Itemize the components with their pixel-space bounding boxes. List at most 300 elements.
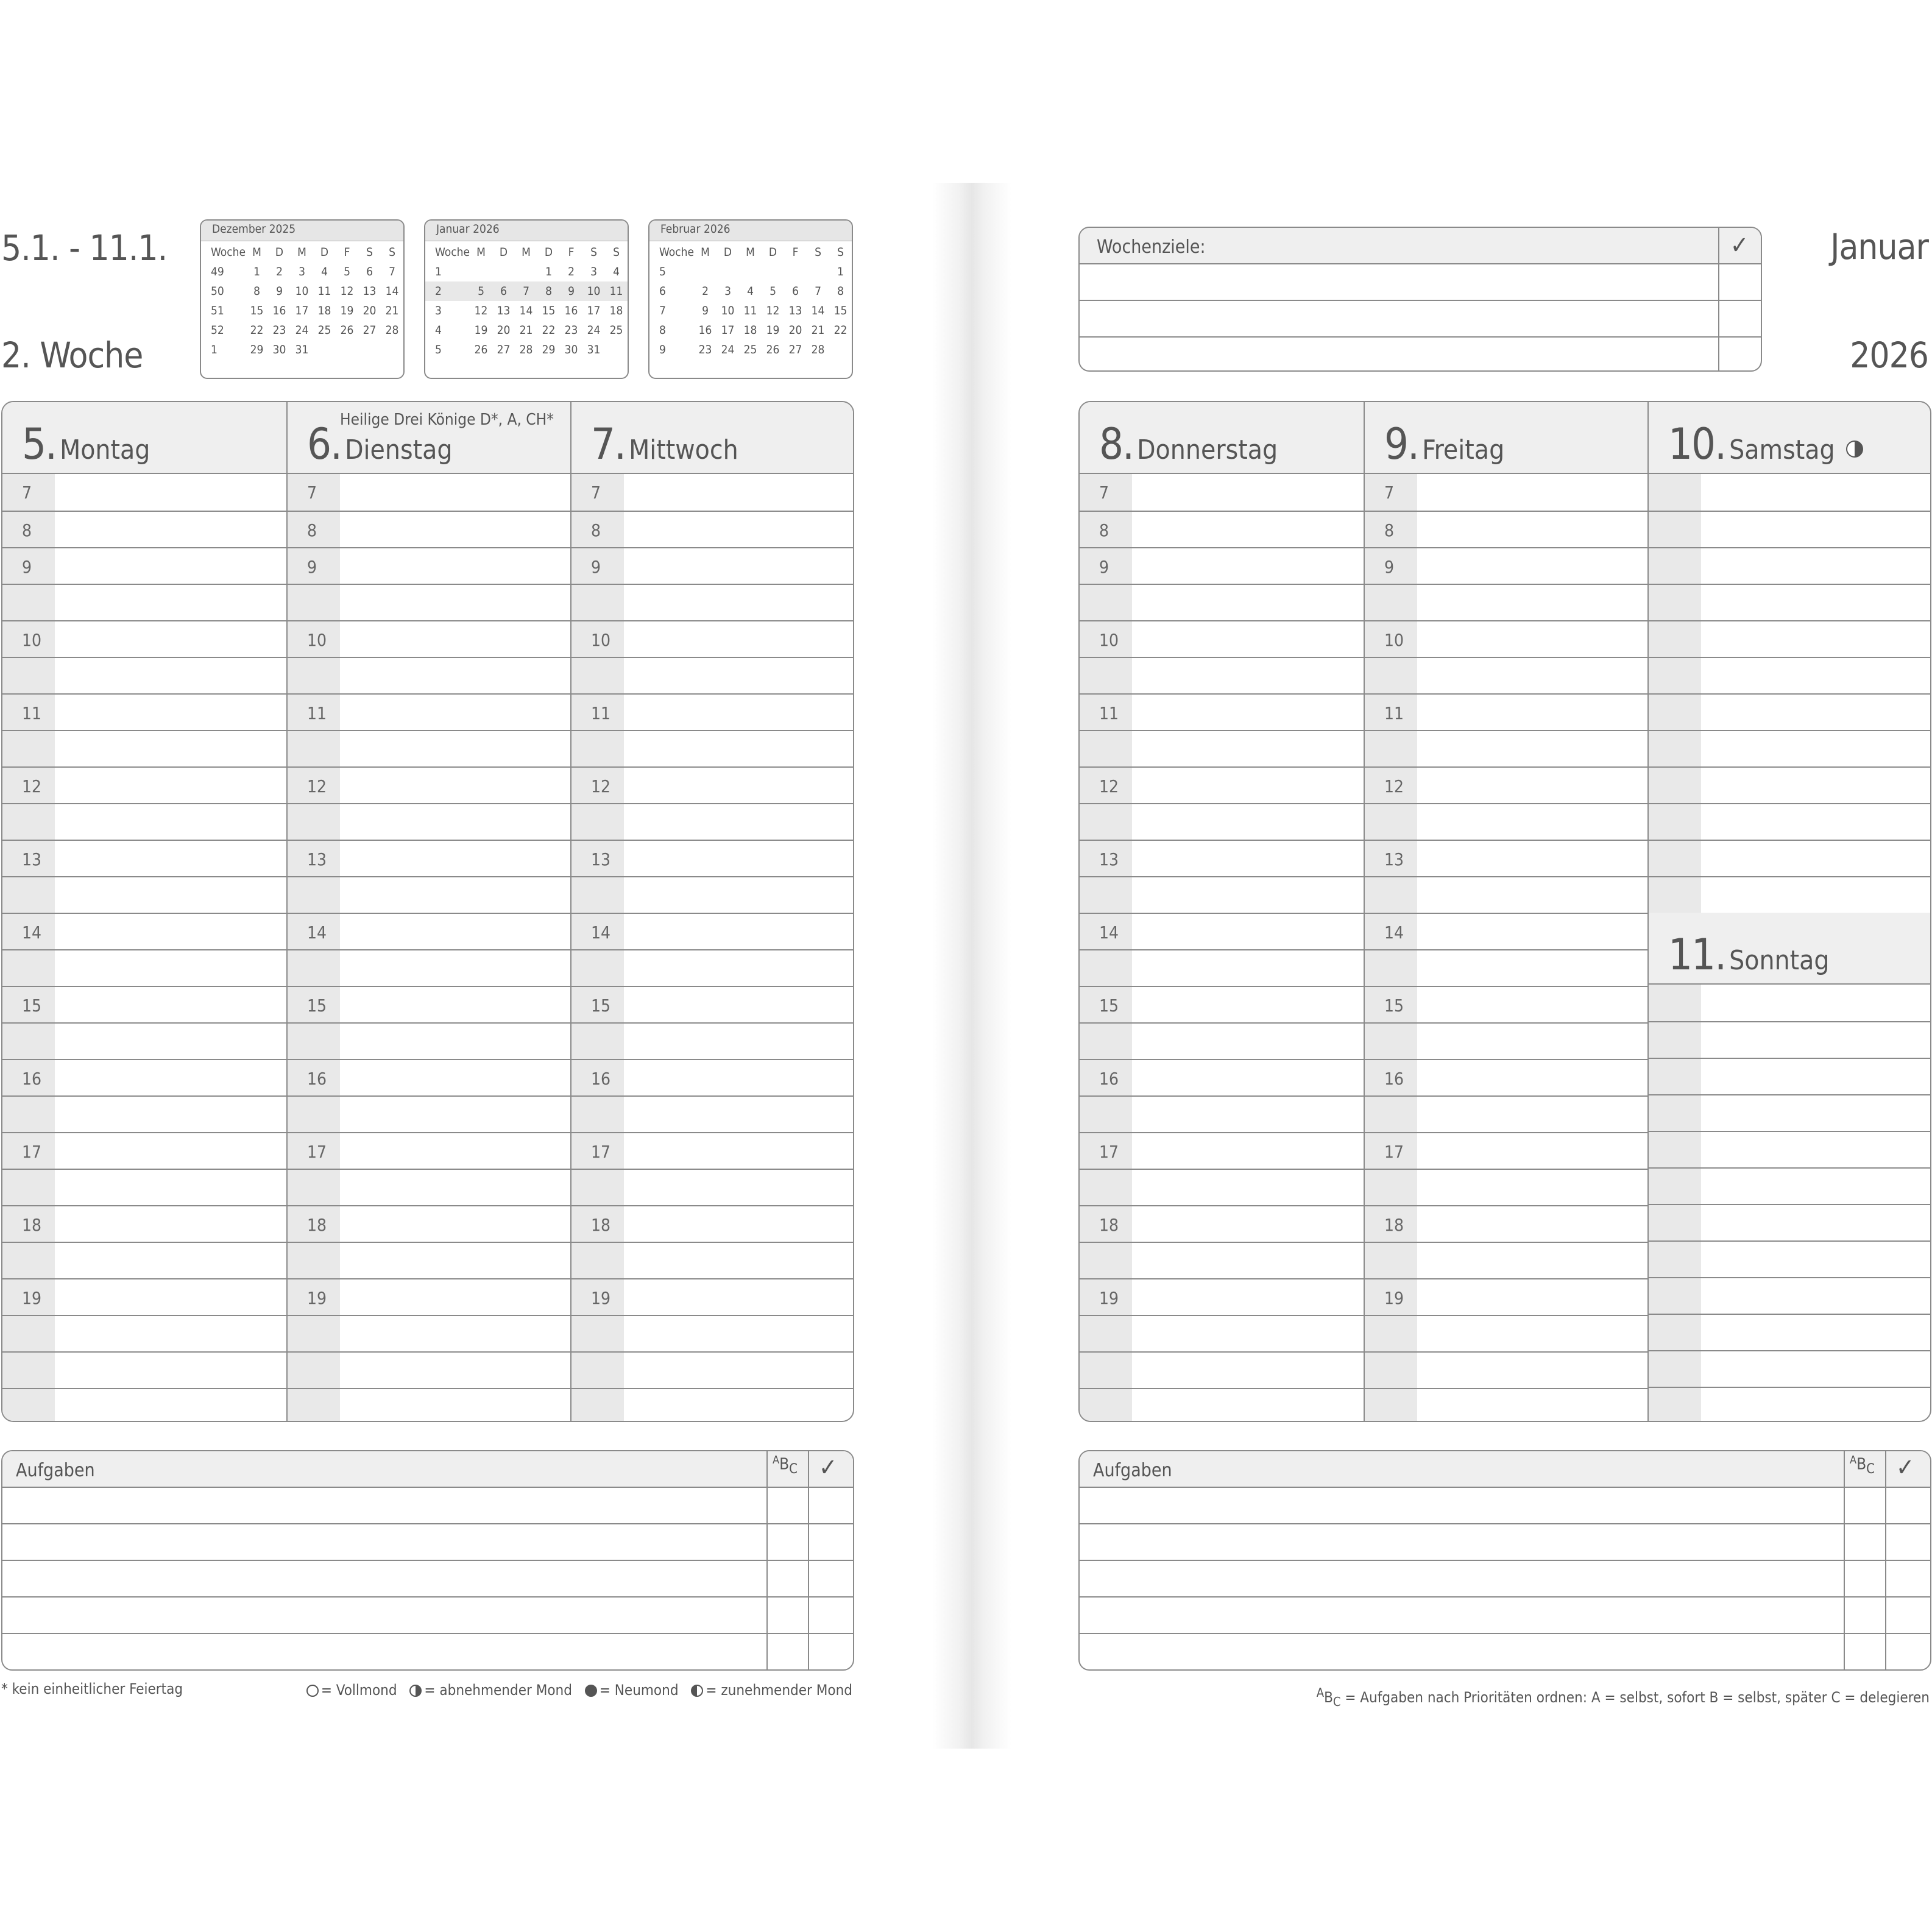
hour-cell — [571, 1389, 624, 1422]
hour-cell — [288, 1243, 340, 1278]
hour-rows — [571, 474, 853, 1422]
hour-row[interactable] — [2, 876, 286, 913]
mini-calendar-cell: 1 — [435, 265, 442, 278]
hour-row[interactable] — [1649, 511, 1930, 547]
hour-row[interactable] — [288, 474, 570, 511]
task-row[interactable] — [2, 1488, 853, 1524]
mini-calendar-cell: 19 — [340, 304, 354, 317]
weekly-goals-box — [1078, 227, 1762, 372]
hour-row[interactable] — [288, 1022, 570, 1059]
hour-row[interactable] — [571, 840, 853, 876]
hour-row[interactable] — [1080, 986, 1364, 1022]
hour-row[interactable] — [1649, 1277, 1930, 1314]
hour-row[interactable] — [2, 986, 286, 1022]
mini-calendar-cell: 26 — [340, 324, 354, 337]
mini-calendar-cell: 20 — [363, 304, 377, 317]
hour-row[interactable] — [2, 1095, 286, 1132]
hour-label: 13 — [307, 849, 327, 869]
mini-calendar-head: S — [837, 246, 844, 259]
hour-label: 11 — [591, 703, 611, 723]
hour-row[interactable] — [1365, 657, 1647, 693]
moon-legend — [298, 1682, 852, 1699]
hour-row[interactable] — [571, 949, 853, 986]
hour-cell — [1649, 877, 1701, 913]
hour-row[interactable] — [1080, 584, 1364, 620]
hour-label: 19 — [307, 1288, 327, 1308]
mini-calendar-cell — [807, 262, 829, 281]
hour-rows — [1080, 474, 1364, 1422]
mini-calendar-cell: 5 — [344, 265, 350, 278]
hour-row[interactable] — [1365, 511, 1647, 547]
hour-row[interactable] — [2, 803, 286, 840]
hour-row[interactable] — [1649, 876, 1930, 913]
mini-calendar-cell: 6 — [366, 265, 373, 278]
mini-calendar-cell: 49 — [211, 265, 224, 278]
hour-row[interactable] — [1649, 1350, 1930, 1387]
hour-row[interactable] — [571, 511, 853, 547]
abc-icon: $^AB_C$ — [773, 1454, 798, 1477]
hour-row[interactable] — [1649, 1204, 1930, 1240]
task-row[interactable] — [1080, 1524, 1930, 1561]
hour-row[interactable] — [288, 1059, 570, 1095]
hour-row[interactable] — [2, 1022, 286, 1059]
hour-row[interactable] — [1080, 657, 1364, 693]
hour-row[interactable] — [1365, 803, 1647, 840]
hour-cell — [2, 731, 55, 766]
day-name: Mittwoch — [629, 434, 738, 465]
hour-label: 17 — [307, 1142, 327, 1162]
hour-row[interactable] — [288, 1132, 570, 1169]
mini-calendar-cell: 15 — [250, 304, 264, 317]
right-day-grid — [1078, 401, 1931, 1422]
hour-row[interactable] — [1080, 1205, 1364, 1242]
hour-row[interactable] — [2, 547, 286, 584]
hour-label: 17 — [1384, 1142, 1404, 1162]
hour-row[interactable] — [1649, 1058, 1930, 1094]
hour-row[interactable] — [571, 766, 853, 803]
hour-cell — [1649, 731, 1701, 766]
hour-row[interactable] — [2, 1278, 286, 1315]
mini-calendar-cell: 1 — [545, 265, 552, 278]
hour-cell — [1649, 1095, 1701, 1131]
hour-row[interactable] — [1365, 840, 1647, 876]
hour-row[interactable] — [1080, 620, 1364, 657]
priority-column — [1844, 1451, 1845, 1669]
day-name: Freitag — [1422, 434, 1505, 465]
hour-cell — [288, 1024, 340, 1059]
mini-calendar-cell: 4 — [435, 324, 442, 337]
tasks-label: Aufgaben — [1093, 1460, 1172, 1481]
hour-row[interactable] — [2, 511, 286, 547]
hour-row[interactable] — [1080, 1022, 1364, 1059]
hour-row[interactable] — [288, 876, 570, 913]
hour-row[interactable] — [288, 1095, 570, 1132]
day-column — [286, 402, 570, 1421]
hour-row[interactable] — [2, 730, 286, 766]
hour-row[interactable] — [571, 730, 853, 766]
hour-row[interactable] — [1365, 1132, 1647, 1169]
hour-row[interactable] — [1365, 1059, 1647, 1095]
goal-check-cell[interactable] — [1718, 301, 1761, 336]
hour-row[interactable] — [571, 986, 853, 1022]
moon-legend-label: = Vollmond — [320, 1682, 397, 1699]
hour-row[interactable] — [1365, 620, 1647, 657]
hour-row[interactable] — [288, 1351, 570, 1388]
hour-row[interactable] — [571, 547, 853, 584]
mini-calendar-head: M — [701, 246, 710, 259]
mini-calendar-cell: 12 — [766, 304, 780, 317]
hour-row[interactable] — [1649, 620, 1930, 657]
hour-row[interactable] — [288, 913, 570, 949]
hour-cell — [1649, 1059, 1701, 1094]
hour-row[interactable] — [571, 1242, 853, 1278]
hour-cell — [1365, 877, 1417, 913]
hour-label: 16 — [307, 1069, 327, 1089]
hour-cell — [1365, 731, 1417, 766]
day-number: 11. Sonntag — [1668, 930, 1830, 980]
hour-row[interactable] — [1649, 547, 1930, 584]
hour-row[interactable] — [1649, 840, 1930, 876]
hour-row[interactable] — [1365, 876, 1647, 913]
hour-label: 18 — [22, 1215, 42, 1235]
mini-calendar-cell: 17 — [587, 304, 601, 317]
hour-cell — [1080, 1097, 1132, 1132]
hour-row[interactable] — [288, 1315, 570, 1351]
hour-label: 10 — [22, 630, 42, 650]
mini-calendar-cell: 25 — [743, 343, 757, 356]
hour-label: 12 — [1384, 776, 1404, 796]
mini-calendar-cell: 27 — [363, 324, 377, 337]
hour-row[interactable] — [1365, 766, 1647, 803]
hour-row[interactable] — [571, 913, 853, 949]
hour-row[interactable] — [2, 1351, 286, 1388]
hour-row[interactable] — [1649, 1240, 1930, 1277]
hour-cell — [1365, 804, 1417, 840]
hour-row[interactable] — [2, 693, 286, 730]
hour-cell — [288, 658, 340, 693]
hour-row[interactable] — [1365, 949, 1647, 986]
goal-check-cell[interactable] — [1718, 338, 1761, 372]
hour-row[interactable] — [2, 584, 286, 620]
hour-row[interactable] — [288, 986, 570, 1022]
hour-row[interactable] — [1080, 730, 1364, 766]
mini-calendar-cell: 22 — [833, 324, 847, 337]
hour-row[interactable] — [1365, 584, 1647, 620]
hour-row[interactable] — [2, 1315, 286, 1351]
hour-row[interactable] — [571, 693, 853, 730]
hour-row[interactable] — [288, 840, 570, 876]
hour-cell — [1080, 1170, 1132, 1205]
hour-row[interactable] — [1080, 1095, 1364, 1132]
hour-row[interactable] — [1080, 1315, 1364, 1351]
hour-row[interactable] — [571, 584, 853, 620]
hour-cell — [288, 950, 340, 986]
hour-row[interactable] — [571, 1351, 853, 1388]
hour-row[interactable] — [571, 1132, 853, 1169]
hour-row[interactable] — [1365, 1351, 1647, 1388]
hour-row[interactable] — [288, 803, 570, 840]
hour-row[interactable] — [2, 1169, 286, 1205]
hour-row[interactable] — [1080, 840, 1364, 876]
hour-label: 9 — [307, 557, 317, 577]
hour-cell — [1365, 658, 1417, 693]
hour-row[interactable] — [1649, 584, 1930, 620]
task-row[interactable] — [1080, 1634, 1930, 1671]
mini-calendar-cell: 52 — [211, 324, 224, 337]
hour-row[interactable] — [2, 840, 286, 876]
hour-row[interactable] — [288, 547, 570, 584]
mini-calendar-cell: 9 — [659, 343, 666, 356]
mini-calendar-cell — [717, 262, 739, 281]
hour-row[interactable] — [1080, 913, 1364, 949]
task-row[interactable] — [1080, 1598, 1930, 1634]
mini-calendar-cell: 28 — [519, 343, 533, 356]
hour-row[interactable] — [571, 1278, 853, 1315]
hour-row[interactable] — [2, 620, 286, 657]
hour-row[interactable] — [1080, 876, 1364, 913]
hour-label: 10 — [307, 630, 327, 650]
hour-cell — [288, 1316, 340, 1351]
hour-row[interactable] — [1365, 1315, 1647, 1351]
year-title: 2026 — [1850, 334, 1928, 376]
hour-row[interactable] — [288, 1242, 570, 1278]
hour-row[interactable] — [2, 474, 286, 511]
hour-row[interactable] — [1365, 1169, 1647, 1205]
hour-cell — [1649, 512, 1701, 547]
hour-row[interactable] — [288, 657, 570, 693]
hour-row[interactable] — [1365, 693, 1647, 730]
mini-calendar-cell: 12 — [340, 285, 354, 298]
hour-rows — [288, 474, 570, 1422]
hour-cell — [288, 804, 340, 840]
hour-row[interactable] — [2, 766, 286, 803]
hour-row[interactable] — [571, 1169, 853, 1205]
mini-calendar-cell: 2 — [276, 265, 283, 278]
hour-label: 12 — [307, 776, 327, 796]
hour-row[interactable] — [1649, 657, 1930, 693]
task-row[interactable] — [2, 1634, 853, 1671]
mini-calendar-cell: 18 — [609, 304, 623, 317]
hour-row[interactable] — [1649, 1131, 1930, 1167]
hour-row[interactable] — [288, 766, 570, 803]
abc-icon: $^AB_C$ — [1316, 1685, 1341, 1709]
day-number: 8. Donnerstag — [1099, 419, 1278, 469]
hour-row[interactable] — [1649, 1167, 1930, 1204]
hour-label: 7 — [1099, 483, 1109, 503]
hour-row[interactable] — [1080, 1059, 1364, 1095]
mini-calendar-cell: 8 — [253, 285, 260, 298]
hour-cell — [2, 950, 55, 986]
mini-calendar-cell — [313, 340, 336, 359]
hour-row[interactable] — [1365, 547, 1647, 584]
hour-row[interactable] — [571, 657, 853, 693]
goal-row[interactable] — [1080, 338, 1761, 372]
hour-row[interactable] — [1080, 547, 1364, 584]
hour-row[interactable] — [2, 949, 286, 986]
hour-row[interactable] — [288, 620, 570, 657]
hour-label: 18 — [307, 1215, 327, 1235]
hour-cell — [571, 1024, 624, 1059]
hour-row[interactable] — [1080, 766, 1364, 803]
mini-calendar-cell: 28 — [385, 324, 399, 337]
mini-calendar-cell: 11 — [743, 304, 757, 317]
day-column — [570, 402, 853, 1421]
hour-row[interactable] — [1649, 693, 1930, 730]
task-row[interactable] — [2, 1524, 853, 1561]
hour-row[interactable] — [571, 1315, 853, 1351]
hour-row[interactable] — [1080, 1169, 1364, 1205]
hour-cell — [288, 585, 340, 620]
hour-cell — [1649, 985, 1701, 1021]
hour-row[interactable] — [288, 1388, 570, 1422]
hour-row[interactable] — [1080, 949, 1364, 986]
hour-row[interactable] — [1649, 985, 1930, 1021]
hour-row[interactable] — [1649, 1387, 1930, 1422]
weekly-goals-label: Wochenziele: — [1097, 236, 1206, 258]
mini-calendar-cell: 3 — [724, 285, 731, 298]
hour-row[interactable] — [571, 1388, 853, 1422]
hour-label: 13 — [1099, 849, 1119, 869]
mini-calendar-cell — [762, 262, 784, 281]
task-row[interactable] — [1080, 1488, 1930, 1524]
hour-row[interactable] — [1080, 1351, 1364, 1388]
hour-row[interactable] — [1365, 1022, 1647, 1059]
task-row[interactable] — [1080, 1561, 1930, 1598]
day-header — [1365, 402, 1647, 474]
hour-cell — [1649, 1022, 1701, 1058]
hour-row[interactable] — [2, 1242, 286, 1278]
hour-row[interactable] — [571, 1095, 853, 1132]
hour-cell — [288, 1097, 340, 1132]
hour-row[interactable] — [571, 876, 853, 913]
hour-row[interactable] — [571, 620, 853, 657]
hour-row[interactable] — [1365, 986, 1647, 1022]
hour-row[interactable] — [571, 1205, 853, 1242]
mini-calendar — [424, 219, 629, 379]
hour-label: 13 — [591, 849, 611, 869]
hour-row[interactable] — [1080, 1242, 1364, 1278]
hour-row[interactable] — [1365, 1205, 1647, 1242]
hour-row[interactable] — [1649, 1314, 1930, 1350]
hour-row[interactable] — [1365, 1095, 1647, 1132]
mini-calendar-head: F — [792, 246, 799, 259]
mini-calendar-cell: 21 — [385, 304, 399, 317]
hour-row[interactable] — [288, 1169, 570, 1205]
mini-calendar-cell: 5 — [470, 281, 492, 301]
hour-cell — [1649, 1388, 1701, 1422]
hour-row[interactable] — [1080, 1388, 1364, 1422]
mini-calendar-head: D — [320, 246, 329, 259]
mini-calendar-cell — [605, 340, 628, 359]
mini-calendar-cell: 23 — [698, 343, 712, 356]
mini-calendar-cell: 1 — [253, 265, 260, 278]
hour-cell — [1649, 1278, 1701, 1314]
hour-row[interactable] — [571, 803, 853, 840]
hour-row[interactable] — [1080, 803, 1364, 840]
hour-cell — [1365, 1353, 1417, 1388]
hour-row[interactable] — [571, 1022, 853, 1059]
hour-row[interactable] — [2, 1132, 286, 1169]
mini-calendar-cell: 8 — [659, 324, 666, 337]
hour-label: 13 — [1384, 849, 1404, 869]
hour-row[interactable] — [288, 730, 570, 766]
hour-row[interactable] — [571, 1059, 853, 1095]
mini-calendar-cell — [784, 262, 807, 281]
goal-check-cell[interactable] — [1718, 264, 1761, 300]
hour-row[interactable] — [571, 474, 853, 511]
mini-calendar-head: F — [344, 246, 350, 259]
hour-row[interactable] — [288, 693, 570, 730]
tasks-label: Aufgaben — [16, 1460, 95, 1481]
hour-row[interactable] — [1365, 1242, 1647, 1278]
hour-cell — [1649, 1315, 1701, 1350]
hour-row[interactable] — [1365, 730, 1647, 766]
task-row[interactable] — [2, 1561, 853, 1598]
hour-row[interactable] — [1365, 474, 1647, 511]
hour-row[interactable] — [288, 1205, 570, 1242]
hour-row[interactable] — [2, 1059, 286, 1095]
day-column — [1080, 402, 1364, 1421]
hour-row[interactable] — [1080, 693, 1364, 730]
hour-row[interactable] — [2, 657, 286, 693]
moon-legend-label: = Neumond — [599, 1682, 679, 1699]
hour-label: 17 — [591, 1142, 611, 1162]
hour-label: 19 — [22, 1288, 42, 1308]
hour-row[interactable] — [1649, 730, 1930, 766]
mini-calendar-cell: 20 — [497, 324, 511, 337]
hour-label: 14 — [1099, 922, 1119, 943]
hour-row[interactable] — [1649, 1021, 1930, 1058]
hour-cell — [571, 1243, 624, 1278]
hour-row[interactable] — [1365, 1388, 1647, 1422]
hour-row[interactable] — [1365, 913, 1647, 949]
hour-label: 11 — [1099, 703, 1119, 723]
mini-calendar-cell: 23 — [272, 324, 286, 337]
hour-row[interactable] — [1649, 1094, 1930, 1131]
goal-row[interactable] — [1080, 264, 1761, 301]
mini-calendar-head: S — [613, 246, 620, 259]
hour-row[interactable] — [288, 584, 570, 620]
task-row[interactable] — [2, 1598, 853, 1634]
hour-cell — [1649, 1351, 1701, 1387]
hour-row[interactable] — [288, 1278, 570, 1315]
hour-row[interactable] — [1649, 766, 1930, 803]
hour-row[interactable] — [1080, 511, 1364, 547]
hour-label: 14 — [1384, 922, 1404, 943]
hour-cell — [1649, 804, 1701, 840]
waning-moon-icon — [1846, 441, 1863, 458]
mini-calendar-cell: 3 — [299, 265, 305, 278]
mini-calendar-cell: 3 — [590, 265, 597, 278]
mini-calendar-cell — [492, 262, 515, 281]
hour-row[interactable] — [1649, 803, 1930, 840]
hour-row[interactable] — [288, 511, 570, 547]
hour-cell — [1649, 1242, 1701, 1277]
hour-row[interactable] — [1649, 474, 1930, 511]
hour-row[interactable] — [2, 1205, 286, 1242]
hour-row[interactable] — [2, 913, 286, 949]
hour-row[interactable] — [1080, 1278, 1364, 1315]
hour-row[interactable] — [1080, 474, 1364, 511]
goal-row[interactable] — [1080, 301, 1761, 338]
hour-label: 19 — [1384, 1288, 1404, 1308]
mini-calendar-cell: 16 — [272, 304, 286, 317]
hour-row[interactable] — [1365, 1278, 1647, 1315]
holiday-footnote: * kein einheitlicher Feiertag — [1, 1680, 183, 1697]
hour-row[interactable] — [288, 949, 570, 986]
hour-row[interactable] — [2, 1388, 286, 1422]
hour-row[interactable] — [1080, 1132, 1364, 1169]
